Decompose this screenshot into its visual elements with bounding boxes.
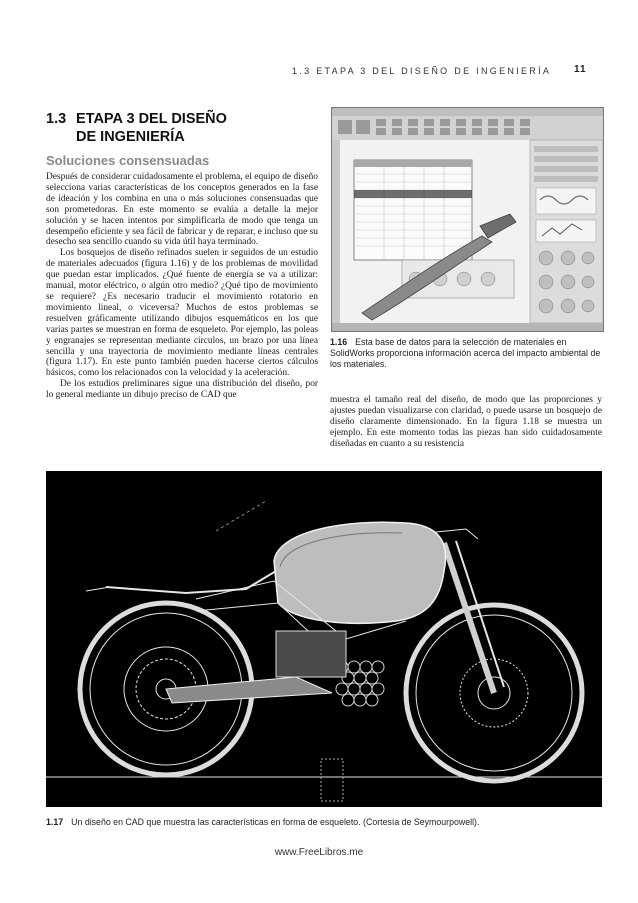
running-header: 1.3 ETAPA 3 DEL DISEÑO DE INGENIERÍA bbox=[292, 66, 552, 76]
section-title-line2: DE INGENIERÍA bbox=[76, 129, 185, 145]
section-number: 1.3 bbox=[46, 111, 67, 127]
left-column-text bbox=[46, 172, 318, 401]
solidworks-screenshot-illustration bbox=[332, 108, 603, 331]
caption-text: Esta base de datos para la selección de materiales en SolidWorks proporciona información acerca del impacto ambiental de los materiales. bbox=[330, 337, 601, 369]
paragraph: muestra el tamaño real del diseño, de modo que las proporciones y ajustes puedan visualizarse con claridad, o puede usarse un bosquejo de diseño claramente dimensionado. En la figura 1.18 se muestra un ejemplo. En este momento todas las piezas han sido cuidadosamente diseñadas en cuanto a su resistencia bbox=[330, 395, 602, 449]
right-column-text bbox=[330, 395, 602, 450]
caption-text: Un diseño en CAD que muestra las características en forma de esqueleto. (Cortesía de Seymourpowell). bbox=[71, 817, 480, 827]
paragraph: Los bosquejos de diseño refinados suelen ir seguidos de un estudio de materiales adecuados (figura 1.16) y de los problemas de movilidad que puedan estar implicados. ¿Qué fuente de energía se va a utilizar: manual, motor eléctrico, o algún otro medio? ¿Qué tipo de movimiento se requiere? ¿Es necesario traducir el movimiento rotatorio en movimiento lineal, o viceversa? Muchos de estos problemas se resuelven gráficamente utilizando dibujos esquemáticos en los que varias partes se muestran en forma de esqueleto. Por ejemplo, las poleas y engranajes se representan mediante círculos, un brazo por una línea sencilla y una trayectoria de movimiento mediante líneas centrales (figura 1.17). En este punto también pueden hacerse ciertos cálculos básicos, como los relacionados con la velocidad y la aceleración. bbox=[46, 248, 318, 379]
subheading: Soluciones consensuadas bbox=[46, 153, 210, 168]
section-title bbox=[46, 110, 286, 146]
figure-1-16-screenshot bbox=[331, 107, 604, 332]
figure-number: 1.16 bbox=[330, 337, 348, 347]
page-number: 11 bbox=[574, 64, 587, 75]
paragraph: De los estudios preliminares sigue una distribución del diseño, por lo general mediante un dibujo preciso de CAD que bbox=[46, 379, 318, 401]
figure-1-17-caption bbox=[46, 817, 602, 827]
paragraph: Después de considerar cuidadosamente el problema, el equipo de diseño selecciona varias características de los conceptos generados en la fase de ideación y los combina en una o más soluciones consensuadas que son prometedoras. En este momento se evalúa a detalle la mejor solución y se hacen intentos por simplificarla de modo que tenga un desempeño eficiente y sea fácil de fabricar y de reparar, e incluso que su desecho sea sencillo cuando su vida útil haya terminado. bbox=[46, 172, 318, 248]
figure-1-17-cad-drawing bbox=[46, 471, 602, 807]
motorcycle-cad-illustration bbox=[46, 471, 602, 807]
figure-number: 1.17 bbox=[46, 817, 64, 827]
section-title-line1: ETAPA 3 DEL DISEÑO bbox=[76, 111, 227, 127]
footer-watermark: www.FreeLibros.me bbox=[274, 847, 364, 858]
figure-1-16-caption bbox=[330, 337, 602, 370]
